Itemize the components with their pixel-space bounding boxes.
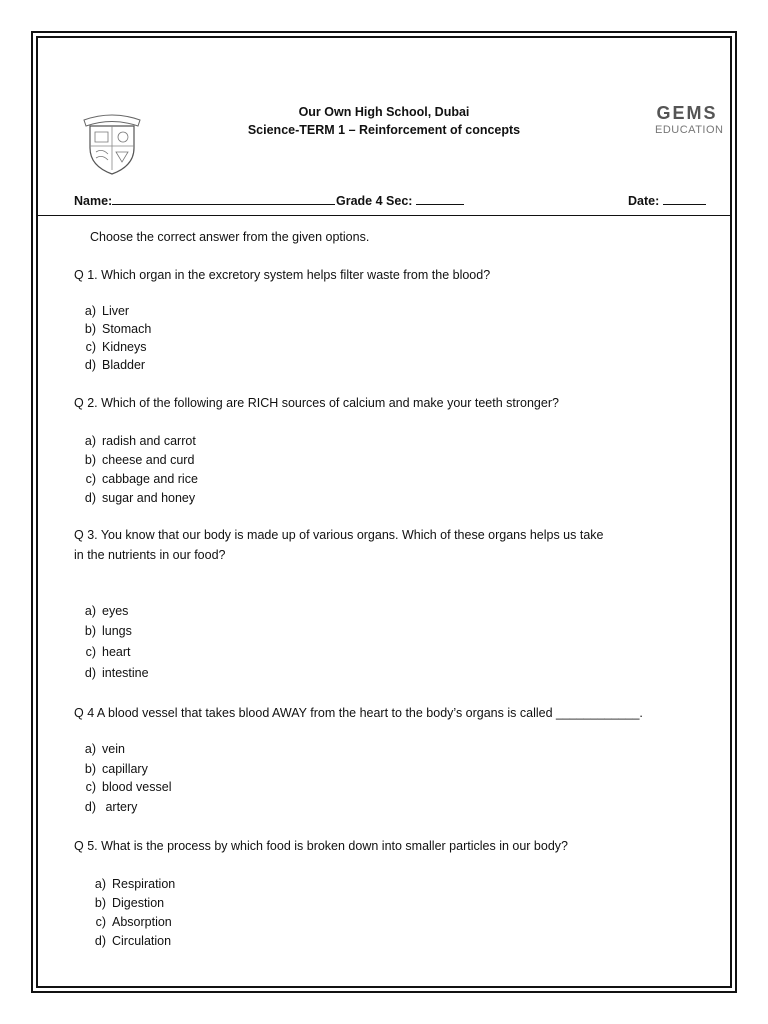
gems-logo-text: GEMS bbox=[656, 103, 718, 123]
date-blank[interactable] bbox=[663, 192, 706, 205]
option-1c[interactable]: c) Kidneys bbox=[85, 340, 147, 354]
date-label: Date: bbox=[628, 194, 660, 208]
grade-label: Grade 4 Sec: bbox=[336, 194, 413, 208]
option-5b[interactable]: b) Digestion bbox=[94, 896, 165, 910]
option-4d[interactable]: d) artery bbox=[84, 800, 138, 814]
option-5c[interactable]: c) Absorption bbox=[95, 915, 172, 929]
gems-education-logo bbox=[655, 103, 724, 136]
question-2: Q 2. Which of the following are RICH sources of calcium and make your teeth stronger? bbox=[74, 396, 559, 410]
school-name: Our Own High School, Dubai bbox=[298, 105, 470, 119]
name-field bbox=[74, 192, 335, 208]
question-5: Q 5. What is the process by which food is broken down into smaller particles in our body? bbox=[74, 839, 568, 853]
instructions: Choose the correct answer from the given options. bbox=[90, 230, 370, 244]
education-logo-text: EDUCATION bbox=[655, 124, 724, 136]
section-blank[interactable] bbox=[416, 192, 464, 205]
option-2b[interactable]: b) cheese and curd bbox=[84, 453, 195, 467]
option-5d[interactable]: d) Circulation bbox=[94, 934, 172, 948]
question-1: Q 1. Which organ in the excretory system helps filter waste from the blood? bbox=[74, 268, 491, 282]
name-blank[interactable] bbox=[112, 192, 335, 205]
option-2c[interactable]: c) cabbage and rice bbox=[85, 472, 198, 486]
grade-field bbox=[336, 192, 464, 208]
option-3d[interactable]: d) intestine bbox=[84, 666, 149, 680]
option-3a[interactable]: a) eyes bbox=[84, 604, 129, 618]
question-4: Q 4 A blood vessel that takes blood AWAY from the heart to the body’s organs is called ____________. bbox=[74, 706, 643, 720]
option-3b[interactable]: b) lungs bbox=[84, 624, 132, 638]
option-5a[interactable]: a) Respiration bbox=[94, 877, 176, 891]
option-2a[interactable]: a) radish and carrot bbox=[84, 434, 196, 448]
option-4a[interactable]: a) vein bbox=[84, 742, 125, 756]
worksheet-subtitle: Science-TERM 1 – Reinforcement of concepts bbox=[247, 123, 521, 137]
header-divider bbox=[36, 215, 732, 216]
option-4b[interactable]: b) capillary bbox=[84, 762, 148, 776]
name-label: Name: bbox=[74, 194, 113, 208]
option-1d[interactable]: d) Bladder bbox=[84, 358, 146, 372]
school-crest-logo bbox=[80, 110, 144, 176]
option-1b[interactable]: b) Stomach bbox=[84, 322, 152, 336]
option-3c[interactable]: c) heart bbox=[85, 645, 131, 659]
option-1a[interactable]: a) Liver bbox=[84, 304, 130, 318]
question-3-line-1: Q 3. You know that our body is made up of various organs. Which of these organs helps us take bbox=[74, 528, 604, 542]
question-3-line-2: in the nutrients in our food? bbox=[74, 548, 226, 562]
option-4c[interactable]: c) blood vessel bbox=[85, 780, 172, 794]
option-2d[interactable]: d) sugar and honey bbox=[84, 491, 196, 505]
date-field bbox=[628, 192, 706, 208]
